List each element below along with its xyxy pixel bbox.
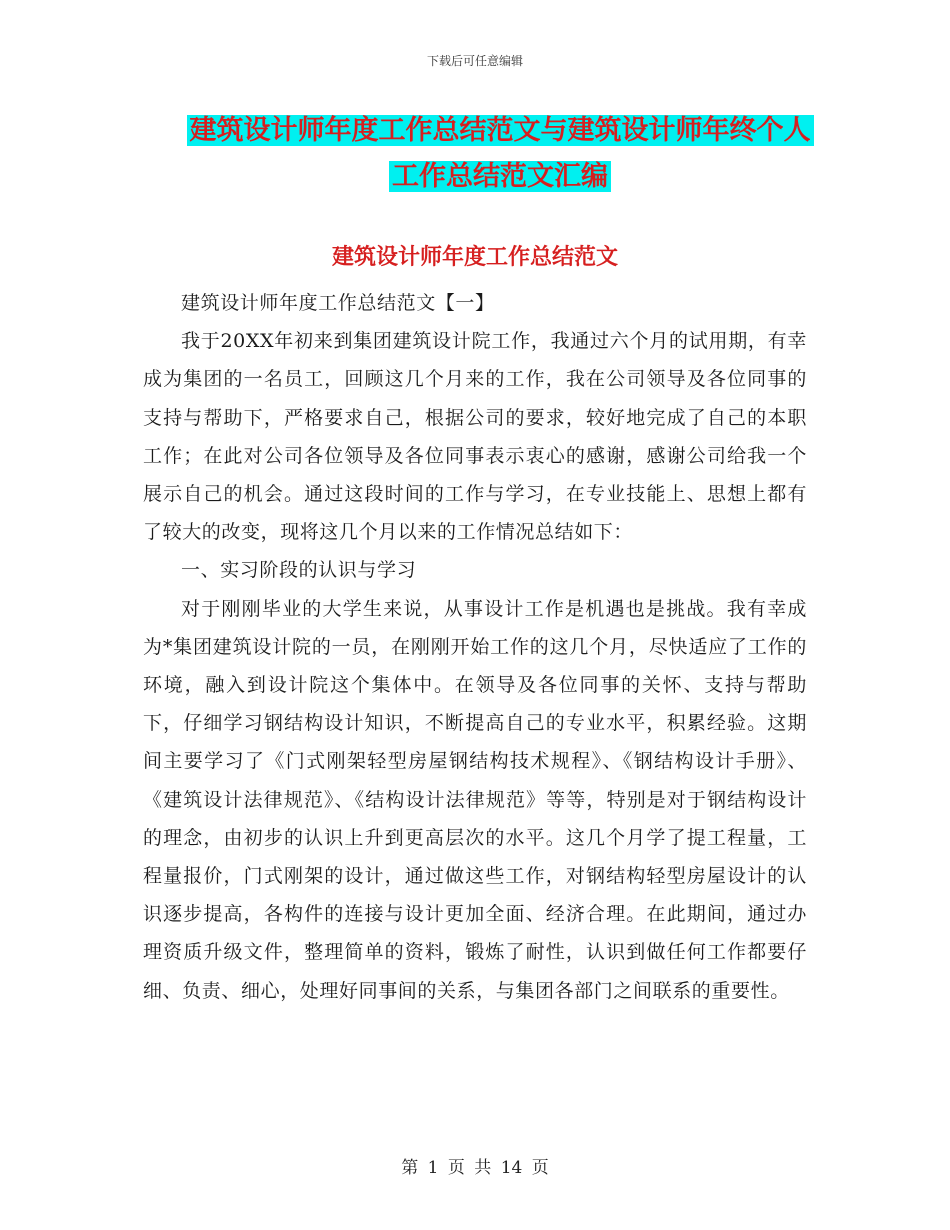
paragraph-internship: 对于刚刚毕业的大学生来说，从事设计工作是机遇也是挑战。我有幸成为*集团建筑设计院的一员，在刚刚开始工作的这几个月，尽快适应了工作的环境，融入到设计院这个集体中。在领导及各位同事的关怀、支持与帮助下，仔细学习钢结构设计知识，不断提高自己的专业水平，积累经验。这期间主要学习了《门式刚架轻型房屋钢结构技术规程》、《钢结构设计手册》、《建筑设计法律规范》、《结构设计法律规范》等等，特别是对于钢结构设计的理念，由初步的认识上升到更高层次的水平。这几个月学了提工程量，工程量报价，门式刚架的设计，通过做这些工作，对钢结构轻型房屋设计的认识逐步提高，各构件的连接与设计更加全面、经济合理。在此期间，通过办理资质升级文件，整理简单的资料，锻炼了耐性，认识到做任何工作都要仔细、负责、细心，处理好同事间的关系，与集团各部门之间联系的重要性。 [143,597,807,1002]
body-text [143,284,807,1010]
document-title-line-2: 工作总结范文汇编 [389,161,611,192]
document-title [140,108,860,200]
page-header-note: 下载后可任意编辑 [426,54,523,68]
paragraph-intro: 我于20XX年初来到集团建筑设计院工作，我通过六个月的试用期，有幸成为集团的一名员工，回顾这几个月来的工作，我在公司领导及各位同事的支持与帮助下，严格要求自己，根据公司的要求，较好地完成了自己的本职工作；在此对公司各位领导及各位同事表示衷心的感谢，感谢公司给我一个展示自己的机会。通过这段时间的工作与学习，在专业技能上、思想上都有了较大的改变，现将这几个月以来的工作情况总结如下： [143,330,807,544]
paragraph-heading-1: 建筑设计师年度工作总结范文【一】 [181,292,495,314]
section-title: 建筑设计师年度工作总结范文 [331,244,618,270]
document-title-line-1: 建筑设计师年度工作总结范文与建筑设计师年终个人 [187,115,814,146]
paragraph-heading-2: 一、实习阶段的认识与学习 [181,559,417,582]
page-footer: 第 1 页 共 14 页 [401,1158,549,1178]
